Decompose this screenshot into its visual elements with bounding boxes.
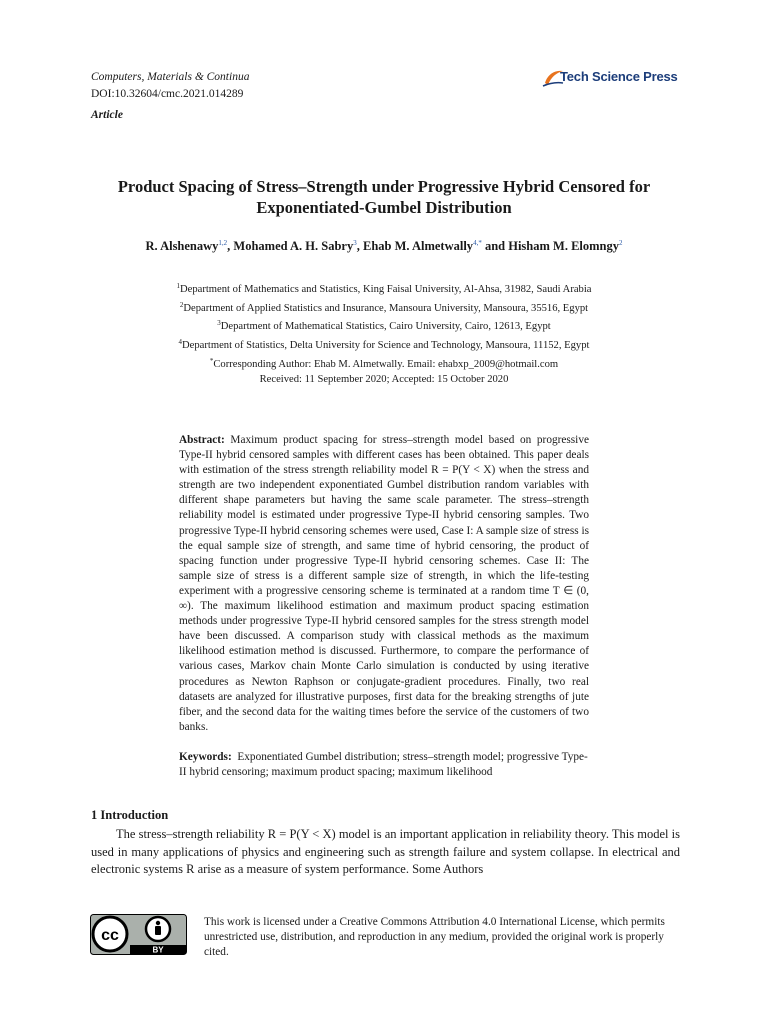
doi[interactable]: DOI:10.32604/cmc.2021.014289 (91, 88, 244, 100)
cc-by-icon[interactable] (90, 914, 187, 955)
author-affil-sup[interactable]: 4,* (473, 239, 482, 247)
publisher-logo (542, 67, 682, 89)
publisher-name: Tech Science Press (560, 69, 678, 84)
author-list: R. Alshenawy$^{1,2}$, Mohamed A. H. Sabry$^3$, Ehab M. Almetwally$^{4,*}$ and Hisham M. Elomngy$^2$ (145, 239, 623, 253)
abstract (179, 433, 589, 735)
affiliation-item: $^1$Department of Mathematics and Statistics, King Faisal University, Al-Ahsa, 31982, Saudi Arabia (176, 282, 592, 295)
title-line-1: Product Spacing of Stress–Strength under Progressive Hybrid Censored for (117, 177, 651, 196)
author-affil-sup[interactable]: 1,2 (218, 239, 228, 247)
keywords-label: Keywords: (179, 751, 232, 763)
svg-text:BY: BY (152, 945, 164, 955)
title-line-2: Exponentiated-Gumbel Distribution (256, 198, 512, 217)
keywords-text: Exponentiated Gumbel distribution; stress–strength model; progressive Type-II hybrid censoring; maximum product spacing; maximum likelihood (179, 751, 588, 779)
affiliation-item: $^3$Department of Mathematical Statistics, Cairo University, Cairo, 12613, Egypt (217, 319, 551, 333)
abstract-text: Maximum product spacing for stress–strength model based on progressive Type-II hybrid censored samples with different cases has been obtained. This paper deals with estimation of the stress strength reliability model R = P(Y < X) when the stress and strength are two independent exponentiated Gumbel distribution random variables with different shape parameters but having the same scale parameter. The stress–strength reliability model is estimated under progressive Type-II hybrid censoring samples. Two progressive Type-II hybrid censoring schemes were used, Case I: A sample size of stress is the equal sample size of strength, and same time of hybrid censoring, the product of spacing function under progressive Type-II hybrid censoring schemes. Case II: The sample size of stress is a different sample size of strength, in which the life-testing experiment with a progressive censoring scheme is terminated at a random time T ∈ (0, ∞). The maximum likelihood estimation and maximum product spacing estimation methods under progressive Type-II hybrid censored samples for the stress strength model have been discussed. A comparison study with classical methods as the maximum likelihood estimation method is discussed. Furthermore, to compare the performance of various cases, Markov chain Monte Carlo simulation is conducted by using iterative procedures as Newton Raphson or conjugate-gradient procedures. Finally, two real datasets are analyzed for illustrative purposes, first data for the breaking strengths of jute fiber, and the second data for the waiting times before the service of the customers of two banks. (179, 434, 589, 733)
author-affil-sup[interactable]: 2 (619, 239, 623, 247)
section-heading-introduction: 1 Introduction (91, 808, 169, 822)
affiliation-item: $^4$Department of Statistics, Delta University for Science and Technology, Mansoura, 11152, Egypt (178, 338, 590, 352)
affiliations (60, 279, 708, 387)
author-name[interactable]: Hisham M. Elomngy (508, 239, 619, 253)
affiliation-item: $^2$Department of Applied Statistics and Insurance, Mansoura University, Mansoura, 35516, Egypt (179, 300, 589, 314)
abstract-label: Abstract: (179, 434, 225, 446)
introduction-paragraph: The stress–strength reliability R = P(Y < X) model is an important application in reliability theory. This model is used in many applications of physics and engineering such as strength failure and system collapse. In electrical and electronic systems R arise as a measure of system performance. Some Authors (91, 827, 680, 876)
author-conjunction: and (484, 239, 506, 253)
paper-title (60, 176, 708, 218)
journal-name: Computers, Materials & Continua (91, 71, 250, 83)
cc-by-badge-icon (90, 914, 187, 955)
author-name[interactable]: Mohamed A. H. Sabry (233, 239, 354, 253)
corresponding-author: *Corresponding Author: Ehab M. Almetwally. Email: ehabxp_2009@hotmail.com (209, 356, 559, 370)
license-statement: This work is licensed under a Creative Commons Attribution 4.0 International License, which permits unrestricted use, distribution, and reproduction in any medium, provided the original work is properly cited. (204, 916, 665, 959)
svg-text:cc: cc (101, 927, 119, 944)
keywords (179, 750, 589, 780)
author-name[interactable]: Ehab M. Almetwally (362, 239, 474, 253)
received-accepted-dates: Received: 11 September 2020; Accepted: 15 October 2020 (259, 373, 509, 385)
author-name[interactable]: R. Alshenawy (145, 239, 219, 253)
article-type: Article (91, 109, 123, 121)
author-affil-sup[interactable]: 3 (353, 239, 357, 247)
